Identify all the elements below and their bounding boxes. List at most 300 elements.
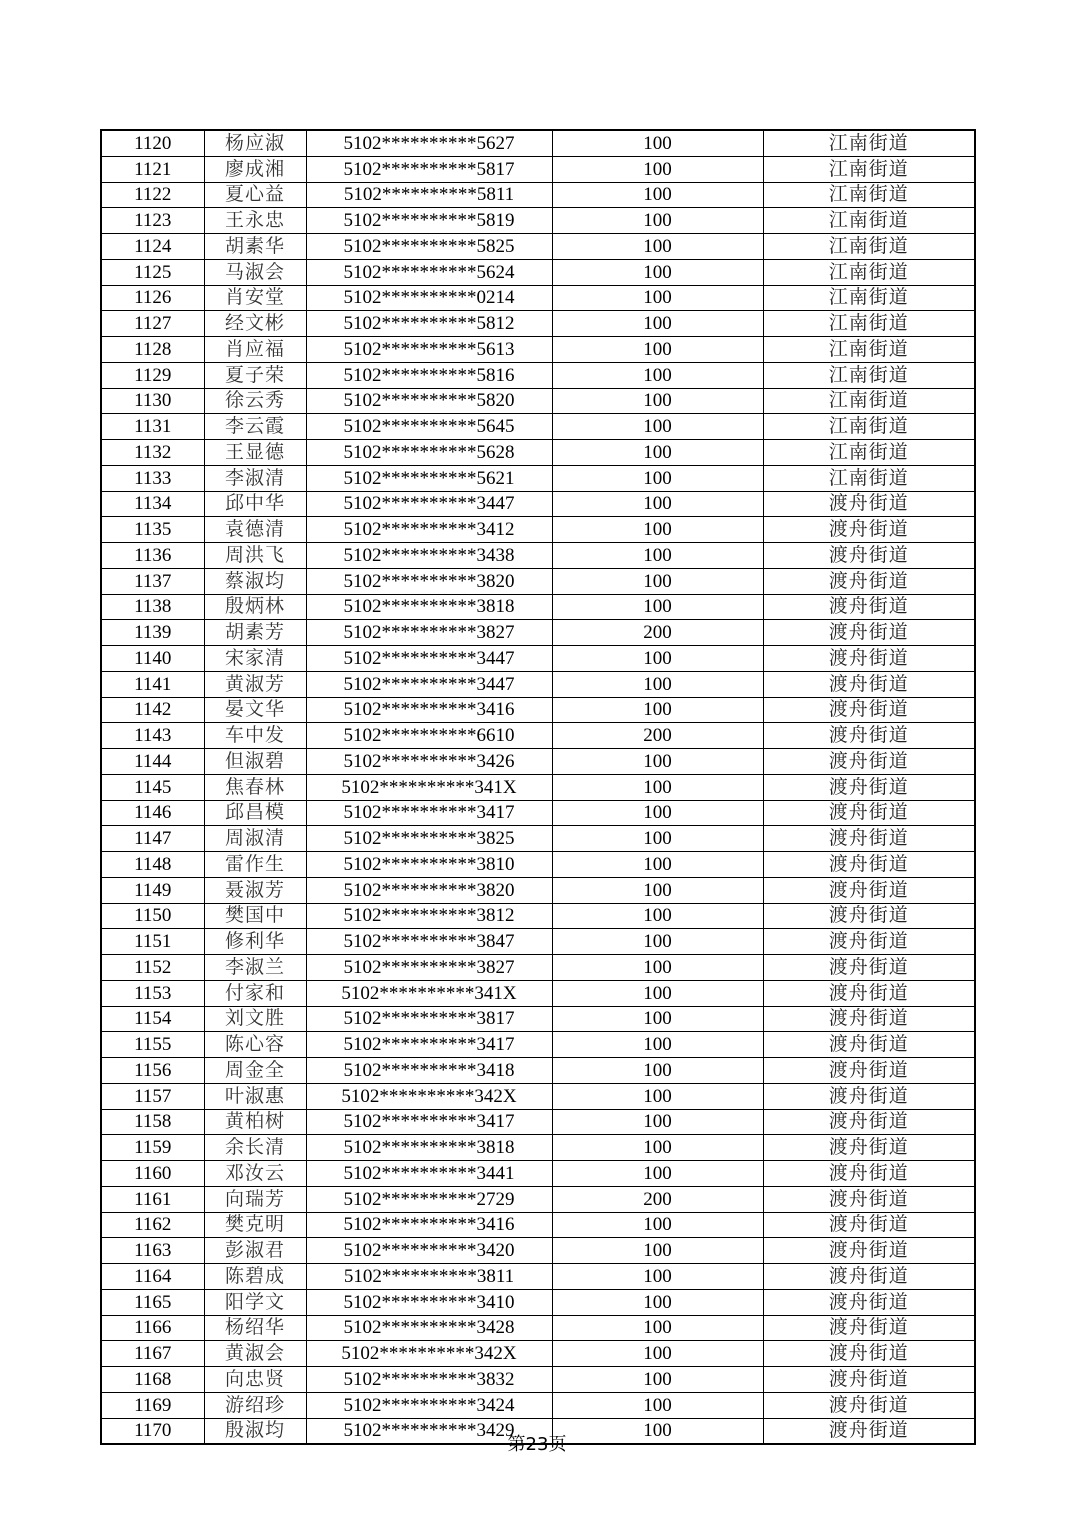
row-number-cell: 1127	[101, 311, 204, 337]
amount-cell: 100	[552, 156, 763, 182]
street-cell: 江南街道	[763, 414, 975, 440]
amount-cell: 100	[552, 543, 763, 569]
street-cell: 渡舟街道	[763, 517, 975, 543]
street-cell: 渡舟街道	[763, 852, 975, 878]
row-number-cell: 1156	[101, 1058, 204, 1084]
id-number-cell: 5102**********5613	[306, 337, 552, 363]
row-number-cell: 1122	[101, 182, 204, 208]
table-row	[101, 388, 975, 414]
amount-cell: 100	[552, 697, 763, 723]
street-cell: 渡舟街道	[763, 1135, 975, 1161]
amount-cell: 100	[552, 182, 763, 208]
street-cell: 江南街道	[763, 156, 975, 182]
table-row	[101, 208, 975, 234]
id-number-cell: 5102**********5816	[306, 362, 552, 388]
table-row	[101, 285, 975, 311]
table-row	[101, 852, 975, 878]
id-number-cell: 5102**********3447	[306, 671, 552, 697]
amount-cell: 100	[552, 465, 763, 491]
street-cell: 渡舟街道	[763, 800, 975, 826]
amount-cell: 100	[552, 1083, 763, 1109]
row-number-cell: 1144	[101, 749, 204, 775]
id-number-cell: 5102**********3417	[306, 800, 552, 826]
table-row	[101, 311, 975, 337]
name-cell: 邓汝云	[204, 1161, 306, 1187]
amount-cell: 100	[552, 852, 763, 878]
row-number-cell: 1140	[101, 646, 204, 672]
name-cell: 李云霞	[204, 414, 306, 440]
street-cell: 渡舟街道	[763, 1418, 975, 1444]
street-cell: 渡舟街道	[763, 1392, 975, 1418]
amount-cell: 100	[552, 1161, 763, 1187]
id-number-cell: 5102**********5820	[306, 388, 552, 414]
row-number-cell: 1137	[101, 568, 204, 594]
name-cell: 廖成湘	[204, 156, 306, 182]
table-row	[101, 1135, 975, 1161]
row-number-cell: 1134	[101, 491, 204, 517]
roster-table	[100, 129, 976, 1445]
street-cell: 江南街道	[763, 465, 975, 491]
amount-cell: 100	[552, 285, 763, 311]
street-cell: 渡舟街道	[763, 749, 975, 775]
amount-cell: 100	[552, 1212, 763, 1238]
id-number-cell: 5102**********3416	[306, 697, 552, 723]
amount-cell: 100	[552, 774, 763, 800]
table-row	[101, 671, 975, 697]
id-number-cell: 5102**********3827	[306, 620, 552, 646]
id-number-cell: 5102**********3447	[306, 646, 552, 672]
name-cell: 车中发	[204, 723, 306, 749]
id-number-cell: 5102**********3832	[306, 1367, 552, 1393]
id-number-cell: 5102**********3428	[306, 1315, 552, 1341]
amount-cell: 100	[552, 877, 763, 903]
row-number-cell: 1153	[101, 980, 204, 1006]
row-number-cell: 1157	[101, 1083, 204, 1109]
id-number-cell: 5102**********3820	[306, 877, 552, 903]
street-cell: 渡舟街道	[763, 1238, 975, 1264]
table-row	[101, 1186, 975, 1212]
name-cell: 李淑兰	[204, 955, 306, 981]
row-number-cell: 1165	[101, 1289, 204, 1315]
id-number-cell: 5102**********3447	[306, 491, 552, 517]
amount-cell: 100	[552, 671, 763, 697]
table-row	[101, 1289, 975, 1315]
name-cell: 雷作生	[204, 852, 306, 878]
street-cell: 渡舟街道	[763, 1315, 975, 1341]
name-cell: 杨应淑	[204, 130, 306, 156]
name-cell: 彭淑君	[204, 1238, 306, 1264]
table-row	[101, 517, 975, 543]
table-row	[101, 130, 975, 156]
name-cell: 殷淑均	[204, 1418, 306, 1444]
row-number-cell: 1124	[101, 234, 204, 260]
street-cell: 江南街道	[763, 440, 975, 466]
row-number-cell: 1159	[101, 1135, 204, 1161]
id-number-cell: 5102**********5819	[306, 208, 552, 234]
table-row	[101, 1392, 975, 1418]
row-number-cell: 1164	[101, 1264, 204, 1290]
street-cell: 渡舟街道	[763, 929, 975, 955]
id-number-cell: 5102**********3417	[306, 1109, 552, 1135]
street-cell: 江南街道	[763, 285, 975, 311]
amount-cell: 100	[552, 1135, 763, 1161]
amount-cell: 200	[552, 620, 763, 646]
table-row	[101, 697, 975, 723]
amount-cell: 100	[552, 1264, 763, 1290]
amount-cell: 200	[552, 723, 763, 749]
table-row	[101, 1083, 975, 1109]
id-number-cell: 5102**********3418	[306, 1058, 552, 1084]
name-cell: 殷炳林	[204, 594, 306, 620]
amount-cell: 200	[552, 1186, 763, 1212]
amount-cell: 100	[552, 208, 763, 234]
name-cell: 袁德清	[204, 517, 306, 543]
name-cell: 胡素华	[204, 234, 306, 260]
amount-cell: 100	[552, 337, 763, 363]
id-number-cell: 5102**********342X	[306, 1341, 552, 1367]
id-number-cell: 5102**********3818	[306, 1135, 552, 1161]
row-number-cell: 1168	[101, 1367, 204, 1393]
amount-cell: 100	[552, 594, 763, 620]
row-number-cell: 1142	[101, 697, 204, 723]
street-cell: 渡舟街道	[763, 1058, 975, 1084]
row-number-cell: 1150	[101, 903, 204, 929]
row-number-cell: 1167	[101, 1341, 204, 1367]
id-number-cell: 5102**********5817	[306, 156, 552, 182]
street-cell: 渡舟街道	[763, 543, 975, 569]
street-cell: 渡舟街道	[763, 903, 975, 929]
row-number-cell: 1133	[101, 465, 204, 491]
street-cell: 渡舟街道	[763, 723, 975, 749]
street-cell: 渡舟街道	[763, 774, 975, 800]
amount-cell: 100	[552, 517, 763, 543]
row-number-cell: 1162	[101, 1212, 204, 1238]
name-cell: 周淑清	[204, 826, 306, 852]
amount-cell: 100	[552, 980, 763, 1006]
amount-cell: 100	[552, 1238, 763, 1264]
table-row	[101, 1238, 975, 1264]
id-number-cell: 5102**********3416	[306, 1212, 552, 1238]
table-row	[101, 903, 975, 929]
street-cell: 渡舟街道	[763, 877, 975, 903]
amount-cell: 100	[552, 491, 763, 517]
street-cell: 渡舟街道	[763, 1006, 975, 1032]
table-row	[101, 594, 975, 620]
table-row	[101, 1032, 975, 1058]
street-cell: 江南街道	[763, 182, 975, 208]
table-row	[101, 1109, 975, 1135]
table-row	[101, 259, 975, 285]
table-row	[101, 568, 975, 594]
street-cell: 渡舟街道	[763, 1341, 975, 1367]
name-cell: 刘文胜	[204, 1006, 306, 1032]
name-cell: 王永忠	[204, 208, 306, 234]
amount-cell: 100	[552, 130, 763, 156]
table-row	[101, 1058, 975, 1084]
table-row	[101, 182, 975, 208]
name-cell: 胡素芳	[204, 620, 306, 646]
id-number-cell: 5102**********3847	[306, 929, 552, 955]
amount-cell: 100	[552, 1058, 763, 1084]
id-number-cell: 5102**********0214	[306, 285, 552, 311]
row-number-cell: 1145	[101, 774, 204, 800]
table-row	[101, 749, 975, 775]
table-row	[101, 955, 975, 981]
id-number-cell: 5102**********5812	[306, 311, 552, 337]
name-cell: 陈碧成	[204, 1264, 306, 1290]
table-row	[101, 234, 975, 260]
row-number-cell: 1135	[101, 517, 204, 543]
amount-cell: 100	[552, 1392, 763, 1418]
name-cell: 但淑碧	[204, 749, 306, 775]
amount-cell: 100	[552, 955, 763, 981]
id-number-cell: 5102**********5825	[306, 234, 552, 260]
amount-cell: 100	[552, 259, 763, 285]
table-row	[101, 543, 975, 569]
id-number-cell: 5102**********2729	[306, 1186, 552, 1212]
amount-cell: 100	[552, 826, 763, 852]
street-cell: 江南街道	[763, 234, 975, 260]
street-cell: 渡舟街道	[763, 594, 975, 620]
amount-cell: 100	[552, 414, 763, 440]
row-number-cell: 1169	[101, 1392, 204, 1418]
name-cell: 宋家清	[204, 646, 306, 672]
name-cell: 向忠贤	[204, 1367, 306, 1393]
table-row	[101, 414, 975, 440]
row-number-cell: 1130	[101, 388, 204, 414]
name-cell: 周洪飞	[204, 543, 306, 569]
street-cell: 渡舟街道	[763, 1212, 975, 1238]
name-cell: 夏子荣	[204, 362, 306, 388]
row-number-cell: 1154	[101, 1006, 204, 1032]
row-number-cell: 1129	[101, 362, 204, 388]
name-cell: 杨绍华	[204, 1315, 306, 1341]
table-row	[101, 800, 975, 826]
name-cell: 经文彬	[204, 311, 306, 337]
name-cell: 阳学文	[204, 1289, 306, 1315]
name-cell: 修利华	[204, 929, 306, 955]
id-number-cell: 5102**********3410	[306, 1289, 552, 1315]
id-number-cell: 5102**********3424	[306, 1392, 552, 1418]
table-row	[101, 1264, 975, 1290]
amount-cell: 100	[552, 1289, 763, 1315]
table-row	[101, 1315, 975, 1341]
table-row	[101, 1212, 975, 1238]
amount-cell: 100	[552, 646, 763, 672]
id-number-cell: 5102**********5628	[306, 440, 552, 466]
roster-table-body	[101, 130, 975, 1444]
row-number-cell: 1146	[101, 800, 204, 826]
amount-cell: 100	[552, 1367, 763, 1393]
name-cell: 王显德	[204, 440, 306, 466]
table-row	[101, 646, 975, 672]
table-row	[101, 465, 975, 491]
row-number-cell: 1121	[101, 156, 204, 182]
street-cell: 渡舟街道	[763, 980, 975, 1006]
id-number-cell: 5102**********5624	[306, 259, 552, 285]
table-row	[101, 362, 975, 388]
amount-cell: 100	[552, 388, 763, 414]
name-cell: 游绍珍	[204, 1392, 306, 1418]
id-number-cell: 5102**********342X	[306, 1083, 552, 1109]
id-number-cell: 5102**********3825	[306, 826, 552, 852]
name-cell: 黄柏树	[204, 1109, 306, 1135]
id-number-cell: 5102**********3438	[306, 543, 552, 569]
table-row	[101, 1161, 975, 1187]
amount-cell: 100	[552, 929, 763, 955]
street-cell: 渡舟街道	[763, 1032, 975, 1058]
name-cell: 樊国中	[204, 903, 306, 929]
row-number-cell: 1158	[101, 1109, 204, 1135]
amount-cell: 100	[552, 311, 763, 337]
row-number-cell: 1141	[101, 671, 204, 697]
name-cell: 蔡淑均	[204, 568, 306, 594]
table-row	[101, 337, 975, 363]
amount-cell: 100	[552, 749, 763, 775]
table-row	[101, 877, 975, 903]
row-number-cell: 1136	[101, 543, 204, 569]
row-number-cell: 1128	[101, 337, 204, 363]
row-number-cell: 1132	[101, 440, 204, 466]
id-number-cell: 5102**********5621	[306, 465, 552, 491]
row-number-cell: 1149	[101, 877, 204, 903]
name-cell: 邱昌模	[204, 800, 306, 826]
street-cell: 渡舟街道	[763, 697, 975, 723]
street-cell: 渡舟街道	[763, 1264, 975, 1290]
row-number-cell: 1148	[101, 852, 204, 878]
id-number-cell: 5102**********3417	[306, 1032, 552, 1058]
name-cell: 周金全	[204, 1058, 306, 1084]
table-row	[101, 156, 975, 182]
amount-cell: 100	[552, 1032, 763, 1058]
row-number-cell: 1163	[101, 1238, 204, 1264]
amount-cell: 100	[552, 1341, 763, 1367]
id-number-cell: 5102**********3820	[306, 568, 552, 594]
amount-cell: 100	[552, 568, 763, 594]
street-cell: 渡舟街道	[763, 671, 975, 697]
id-number-cell: 5102**********3818	[306, 594, 552, 620]
amount-cell: 100	[552, 800, 763, 826]
street-cell: 渡舟街道	[763, 646, 975, 672]
street-cell: 渡舟街道	[763, 568, 975, 594]
name-cell: 晏文华	[204, 697, 306, 723]
table-row	[101, 826, 975, 852]
row-number-cell: 1147	[101, 826, 204, 852]
row-number-cell: 1170	[101, 1418, 204, 1444]
row-number-cell: 1125	[101, 259, 204, 285]
name-cell: 向瑞芳	[204, 1186, 306, 1212]
row-number-cell: 1126	[101, 285, 204, 311]
street-cell: 江南街道	[763, 388, 975, 414]
street-cell: 渡舟街道	[763, 955, 975, 981]
id-number-cell: 5102**********3811	[306, 1264, 552, 1290]
amount-cell: 100	[552, 1006, 763, 1032]
street-cell: 渡舟街道	[763, 1109, 975, 1135]
street-cell: 渡舟街道	[763, 491, 975, 517]
table-row	[101, 620, 975, 646]
id-number-cell: 5102**********5627	[306, 130, 552, 156]
name-cell: 樊克明	[204, 1212, 306, 1238]
street-cell: 江南街道	[763, 337, 975, 363]
name-cell: 邱中华	[204, 491, 306, 517]
id-number-cell: 5102**********3412	[306, 517, 552, 543]
table-row	[101, 440, 975, 466]
table-row	[101, 774, 975, 800]
row-number-cell: 1151	[101, 929, 204, 955]
name-cell: 肖安堂	[204, 285, 306, 311]
id-number-cell: 5102**********3812	[306, 903, 552, 929]
table-row	[101, 1341, 975, 1367]
table-row	[101, 723, 975, 749]
amount-cell: 100	[552, 234, 763, 260]
name-cell: 聂淑芳	[204, 877, 306, 903]
id-number-cell: 5102**********3429	[306, 1418, 552, 1444]
name-cell: 叶淑惠	[204, 1083, 306, 1109]
amount-cell: 100	[552, 903, 763, 929]
name-cell: 马淑会	[204, 259, 306, 285]
street-cell: 渡舟街道	[763, 826, 975, 852]
id-number-cell: 5102**********341X	[306, 980, 552, 1006]
amount-cell: 100	[552, 440, 763, 466]
street-cell: 渡舟街道	[763, 1289, 975, 1315]
name-cell: 付家和	[204, 980, 306, 1006]
id-number-cell: 5102**********341X	[306, 774, 552, 800]
table-row	[101, 929, 975, 955]
row-number-cell: 1123	[101, 208, 204, 234]
amount-cell: 100	[552, 1315, 763, 1341]
street-cell: 渡舟街道	[763, 1161, 975, 1187]
amount-cell: 100	[552, 1418, 763, 1444]
name-cell: 焦春林	[204, 774, 306, 800]
row-number-cell: 1139	[101, 620, 204, 646]
row-number-cell: 1152	[101, 955, 204, 981]
row-number-cell: 1131	[101, 414, 204, 440]
name-cell: 李淑清	[204, 465, 306, 491]
id-number-cell: 5102**********5811	[306, 182, 552, 208]
row-number-cell: 1161	[101, 1186, 204, 1212]
street-cell: 江南街道	[763, 311, 975, 337]
row-number-cell: 1166	[101, 1315, 204, 1341]
street-cell: 渡舟街道	[763, 1186, 975, 1212]
table-row	[101, 980, 975, 1006]
street-cell: 江南街道	[763, 362, 975, 388]
amount-cell: 100	[552, 362, 763, 388]
id-number-cell: 5102**********3441	[306, 1161, 552, 1187]
street-cell: 渡舟街道	[763, 620, 975, 646]
id-number-cell: 5102**********3817	[306, 1006, 552, 1032]
table-row	[101, 491, 975, 517]
street-cell: 渡舟街道	[763, 1367, 975, 1393]
id-number-cell: 5102**********5645	[306, 414, 552, 440]
id-number-cell: 5102**********3827	[306, 955, 552, 981]
name-cell: 黄淑会	[204, 1341, 306, 1367]
id-number-cell: 5102**********3420	[306, 1238, 552, 1264]
name-cell: 徐云秀	[204, 388, 306, 414]
row-number-cell: 1138	[101, 594, 204, 620]
street-cell: 渡舟街道	[763, 1083, 975, 1109]
id-number-cell: 5102**********3810	[306, 852, 552, 878]
street-cell: 江南街道	[763, 259, 975, 285]
street-cell: 江南街道	[763, 130, 975, 156]
name-cell: 余长清	[204, 1135, 306, 1161]
id-number-cell: 5102**********6610	[306, 723, 552, 749]
table-row	[101, 1367, 975, 1393]
row-number-cell: 1143	[101, 723, 204, 749]
name-cell: 黄淑芳	[204, 671, 306, 697]
row-number-cell: 1155	[101, 1032, 204, 1058]
name-cell: 夏心益	[204, 182, 306, 208]
page-number: 第23页	[507, 1434, 567, 1455]
